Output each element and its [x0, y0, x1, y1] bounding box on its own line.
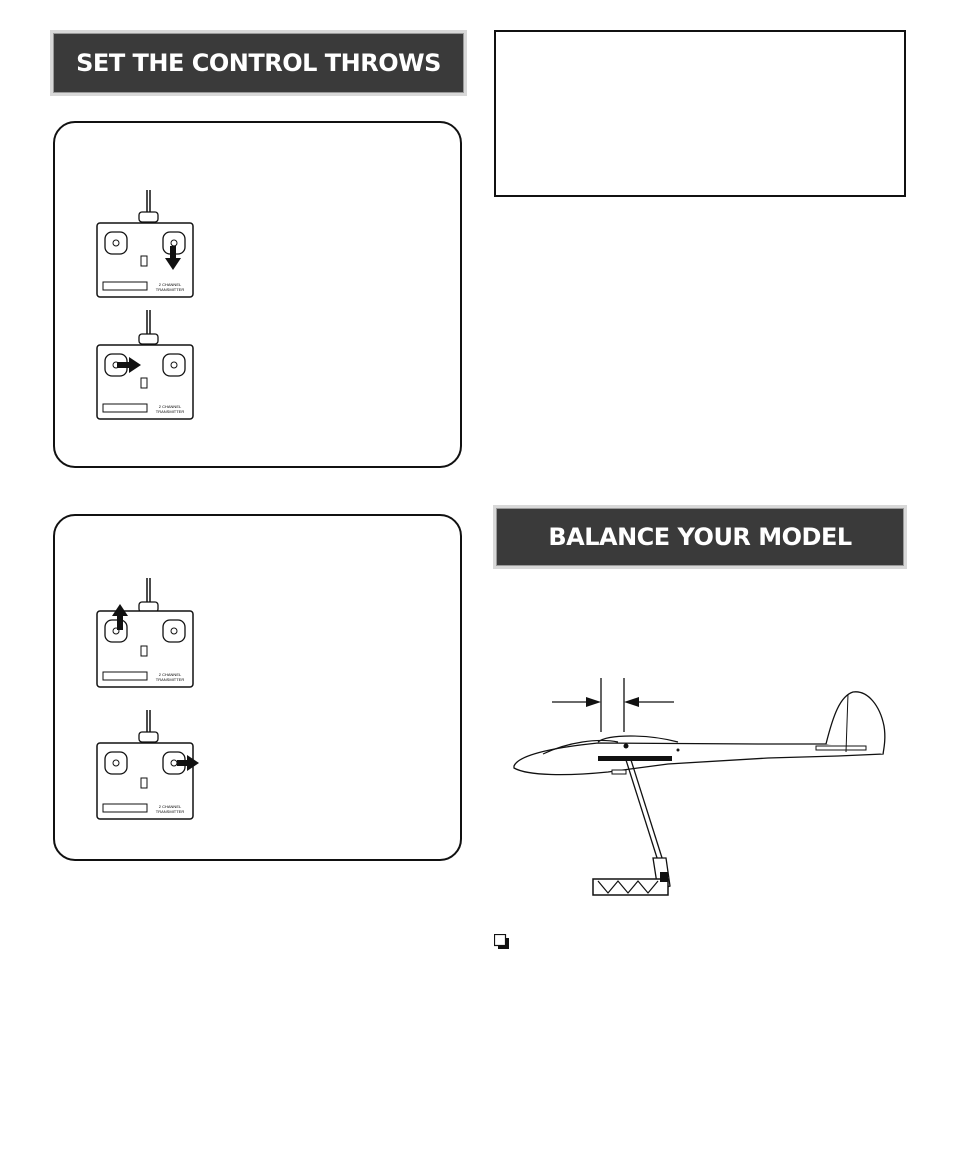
transmitter-elevator-up-icon [95, 578, 195, 690]
transmitter-rudder-right-2-icon [95, 710, 205, 822]
svg-text:2 CHANNEL: 2 CHANNEL [158, 804, 182, 809]
svg-text:TRANSMITTER: TRANSMITTER [155, 287, 185, 292]
svg-text:2 CHANNEL: 2 CHANNEL [158, 404, 182, 409]
glider-illustration [508, 676, 894, 900]
svg-text:TRANSMITTER: TRANSMITTER [155, 677, 185, 682]
balance-banner [496, 508, 904, 566]
control-throws-title: SET THE CONTROL THROWS [76, 49, 441, 77]
transmitter-rudder-right-icon [95, 310, 195, 422]
svg-text:TRANSMITTER: TRANSMITTER [155, 409, 185, 414]
balance-title: BALANCE YOUR MODEL [548, 523, 852, 551]
svg-text:TRANSMITTER: TRANSMITTER [155, 809, 185, 814]
transmitter-elevator-down-icon [95, 190, 195, 300]
checkbox-icon[interactable] [494, 934, 510, 950]
svg-text:2 CHANNEL: 2 CHANNEL [158, 672, 182, 677]
note-box [494, 30, 906, 197]
control-throws-banner [53, 33, 464, 93]
svg-text:2 CHANNEL: 2 CHANNEL [158, 282, 182, 287]
